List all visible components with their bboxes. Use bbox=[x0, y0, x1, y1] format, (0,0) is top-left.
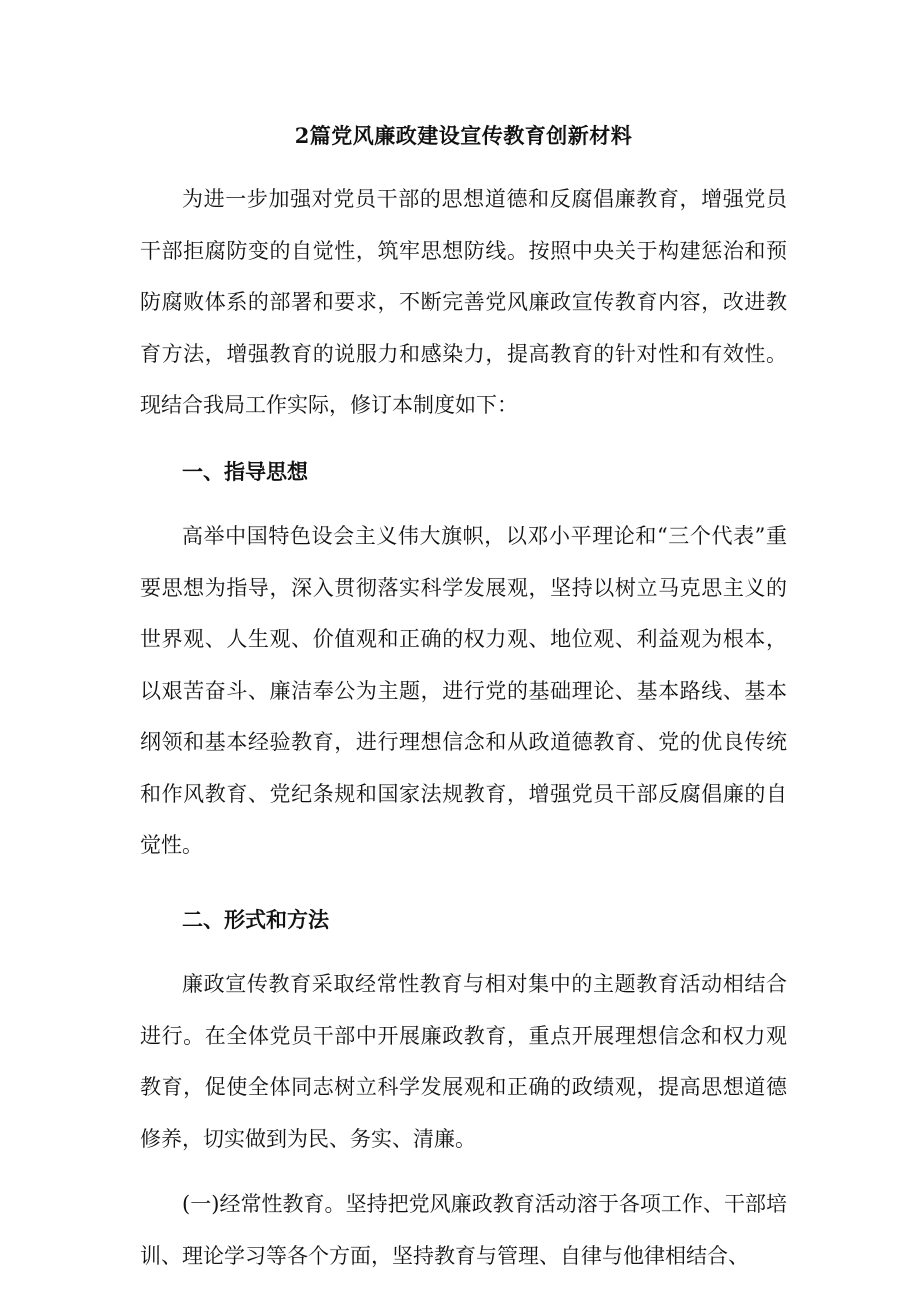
section-body-guiding-ideology: 高举中国特色设会主义伟大旗帜，以邓小平理论和“三个代表”重要思想为指导，深入贯彻落实科学发展观，坚持以树立马克思主义的世界观、人生观、价值观和正确的权力观、地位观、利益观为根本，以艰苦奋斗、廉洁奉公为主题，进行党的基础理论、基本路线、基本纲领和基本经验教育，进行理想信念和从政道德教育、党的优良传统和作风教育、党纪条规和国家法规教育，增强党员干部反腐倡廉的自觉性。 bbox=[140, 524, 787, 857]
intro-paragraph: 为进一步加强对党员干部的思想道德和反腐倡廉教育，增强党员干部拒腐防变的自觉性，筑牢思想防线。按照中央关于构建惩治和预防腐败体系的部署和要求，不断完善党风廉政宣传教育内容，改进教育方法，增强教育的说服力和感染力，提高教育的针对性和有效性。现结合我局工作实际，修订本制度如下： bbox=[140, 187, 787, 417]
section-heading-guiding-ideology: 一、指导思想 bbox=[182, 458, 308, 484]
list-item-regular-education: (一)经常性教育。坚持把党风廉政教育活动溶于各项工作、干部培训、理论学习等各个方面，坚持教育与管理、自律与他律相结合、 bbox=[140, 1192, 787, 1268]
section-body-forms-and-methods: 廉政宣传教育采取经常性教育与相对集中的主题教育活动相结合进行。在全体党员干部中开展廉政教育，重点开展理想信念和权力观教育，促使全体同志树立科学发展观和正确的政绩观，提高思想道德修养，切实做到为民、务实、清廉。 bbox=[140, 972, 787, 1151]
document-title: 2篇党风廉政建设宣传教育创新材料 bbox=[294, 123, 633, 148]
section-heading-forms-and-methods: 二、形式和方法 bbox=[182, 906, 329, 932]
